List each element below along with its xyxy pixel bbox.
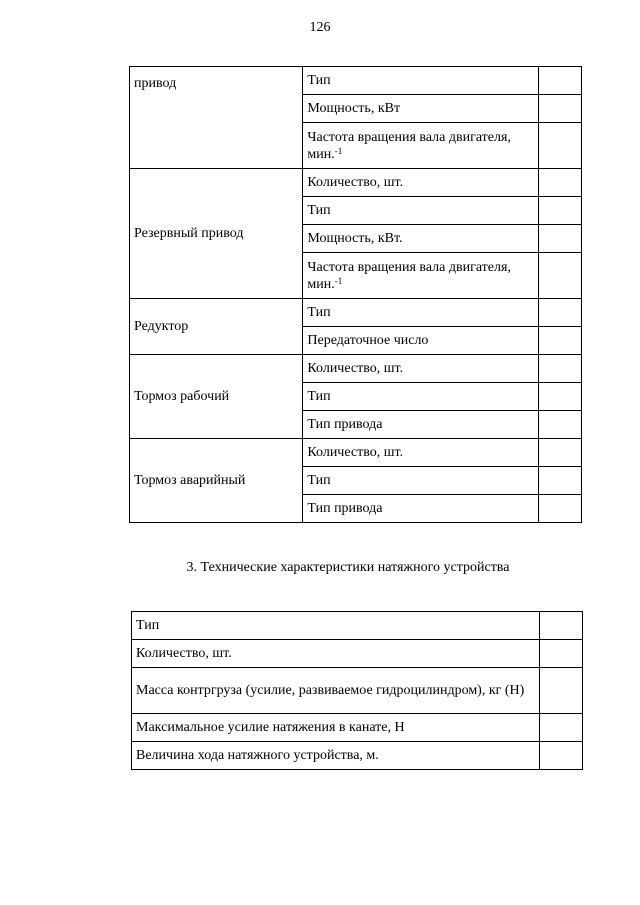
- param-cell: Тип: [132, 612, 540, 640]
- value-cell[interactable]: [538, 411, 581, 439]
- param-text: Частота вращения вала двигателя, мин.: [307, 129, 511, 162]
- value-cell[interactable]: [538, 253, 581, 299]
- value-cell[interactable]: [538, 67, 581, 95]
- value-cell[interactable]: [538, 355, 581, 383]
- value-cell[interactable]: [538, 225, 581, 253]
- page-number: 126: [309, 20, 331, 35]
- param-cell-rpm: [303, 253, 539, 299]
- param-cell: Количество, шт.: [303, 439, 539, 467]
- value-cell[interactable]: [538, 169, 581, 197]
- value-cell[interactable]: [538, 495, 581, 523]
- param-cell: Тип: [303, 67, 539, 95]
- value-cell[interactable]: [538, 299, 581, 327]
- param-cell: Передаточное число: [303, 327, 539, 355]
- param-cell: Количество, шт.: [303, 355, 539, 383]
- param-text: Частота вращения вала двигателя, мин.: [307, 259, 511, 292]
- param-cell: Максимальное усилие натяжения в канате, Н: [132, 714, 540, 742]
- value-cell[interactable]: [538, 197, 581, 225]
- param-cell-rpm: [303, 123, 539, 169]
- value-cell[interactable]: [540, 612, 583, 640]
- value-cell[interactable]: [540, 668, 583, 714]
- row-label-drive: привод: [130, 67, 303, 169]
- row-label-emergency-brake: Тормоз аварийный: [130, 439, 303, 523]
- section-heading: 3. Технические характеристики натяжного устройства: [186, 560, 510, 575]
- exponent: -1: [334, 145, 343, 156]
- drive-specs-table: [129, 66, 582, 523]
- param-cell: Тип: [303, 467, 539, 495]
- value-cell[interactable]: [538, 95, 581, 123]
- param-cell: Количество, шт.: [303, 169, 539, 197]
- value-cell[interactable]: [540, 640, 583, 668]
- param-cell: Мощность, кВт.: [303, 225, 539, 253]
- value-cell[interactable]: [540, 742, 583, 770]
- param-cell: Величина хода натяжного устройства, м.: [132, 742, 540, 770]
- param-cell: Тип: [303, 299, 539, 327]
- row-label-work-brake: Тормоз рабочий: [130, 355, 303, 439]
- param-cell: Мощность, кВт: [303, 95, 539, 123]
- row-label-reserve-drive: Резервный привод: [130, 169, 303, 299]
- param-cell: Тип: [303, 383, 539, 411]
- param-cell: Тип привода: [303, 495, 539, 523]
- param-cell: Тип: [303, 197, 539, 225]
- row-label-reducer: Редуктор: [130, 299, 303, 355]
- value-cell[interactable]: [538, 467, 581, 495]
- value-cell[interactable]: [538, 439, 581, 467]
- value-cell[interactable]: [538, 123, 581, 169]
- value-cell[interactable]: [538, 327, 581, 355]
- param-cell: Масса контргруза (усилие, развиваемое гидроцилиндром), кг (Н): [132, 668, 540, 714]
- exponent: -1: [334, 275, 343, 286]
- tensioner-specs-table: [131, 611, 583, 770]
- param-cell: Тип привода: [303, 411, 539, 439]
- value-cell[interactable]: [540, 714, 583, 742]
- value-cell[interactable]: [538, 383, 581, 411]
- param-cell: Количество, шт.: [132, 640, 540, 668]
